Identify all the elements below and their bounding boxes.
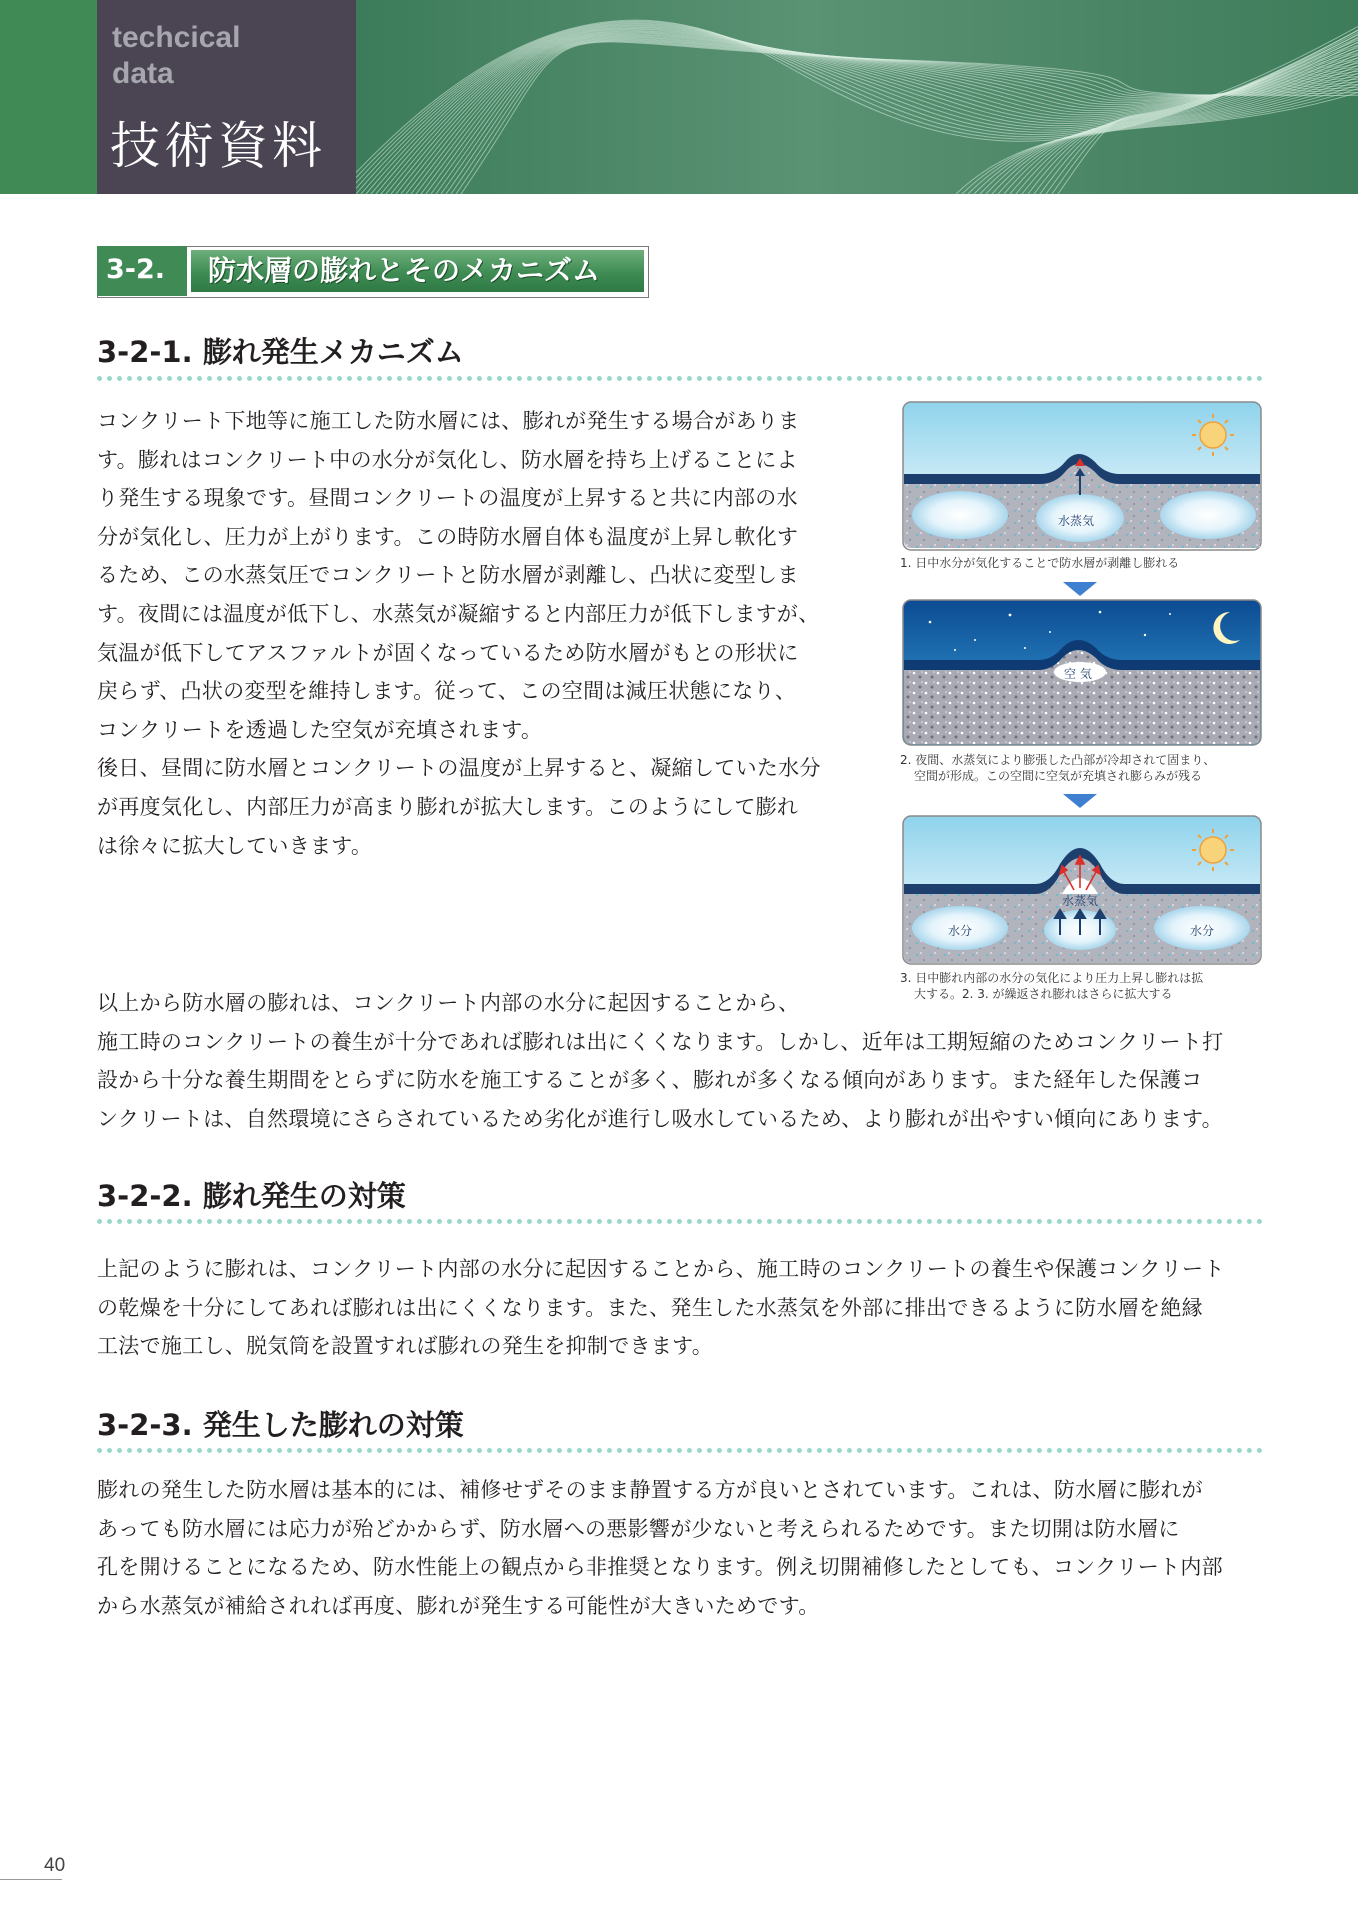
down-arrow-icon (1063, 582, 1097, 596)
mechanism-conclusion-paragraph (97, 984, 1223, 1138)
dotted-rule (97, 1219, 1263, 1224)
paragraph-line: 施工時のコンクリートの養生が十分であれば膨れは出にくくなります。しかし、近年は工期短縮のためコンクリート打 (97, 1029, 1224, 1054)
prevention-paragraph (97, 1250, 1225, 1366)
blister-diagram-graphic (900, 400, 1264, 1000)
paragraph-line: 後日、昼間に防水層とコンクリートの温度が上昇すると、凝縮していた水分 (97, 756, 821, 781)
paragraph-line: あっても防水層には応力が殆どかからず、防水層への悪影響が少ないと考えられるためです。また切開は防水層に (97, 1516, 1180, 1541)
diagram-caption-2-line1: 2. 夜間、水蒸気により膨張した凸部が冷却されて固まり、 (900, 753, 1216, 767)
subsection-heading-mechanism: 3-2-1. 膨れ発生メカニズム (97, 335, 464, 369)
paragraph-line: の乾燥を十分にしてあれば膨れは出にくくなります。また、発生した水蒸気を外部に排出できるように防水層を絶縁 (97, 1295, 1203, 1320)
wave-pattern-graphic (356, 0, 1358, 194)
diagram-caption-2-line2: 空間が形成。この空間に空気が充填され膨らみが残る (914, 769, 1203, 783)
paragraph-line: 以上から防水層の膨れは、コンクリート内部の水分に起因することから、 (97, 991, 800, 1015)
header-title-japanese: 技術資料 (110, 117, 326, 175)
header-label-english: techcical data (112, 21, 241, 90)
paragraph-line: 戻らず、凸状の変型を維持します。従って、この空間は減圧状態になり、 (97, 679, 797, 704)
section-title: 防水層の膨れとそのメカニズム (208, 254, 601, 287)
page-number-rule (0, 1879, 62, 1880)
paragraph-line: 設から十分な養生期間をとらずに防水を施工することが多く、膨れが多くなる傾向があります。また経年した保護コ (97, 1068, 1203, 1093)
paragraph-line: り発生する現象です。昼間コンクリートの温度が上昇すると共に内部の水 (97, 486, 798, 511)
down-arrow-icon (1063, 794, 1097, 808)
paragraph-line: 膨れの発生した防水層は基本的には、補修せずそのまま静置する方が良いとされています。これは、防水層に膨れが (97, 1478, 1203, 1502)
paragraph-line: るため、この水蒸気圧でコンクリートと防水層が剥離し、凸状に変型しま (97, 563, 799, 588)
mechanism-paragraph (97, 402, 821, 865)
vapor-label: 水蒸気 (1058, 514, 1095, 528)
dotted-rule (97, 376, 1263, 381)
paragraph-line: 分が気化し、圧力が上がります。この時防水層自体も温度が上昇し軟化す (97, 524, 799, 549)
header-pattern-banner (356, 0, 1358, 194)
paragraph-line: 工法で施工し、脱気筒を設置すれば膨れの発生を抑制できます。 (97, 1334, 714, 1359)
paragraph-line: す。膨れはコンクリート中の水分が気化し、防水層を持ち上げることによ (97, 447, 798, 472)
paragraph-line: 気温が低下してアスファルトが固くなっているため防水層がもとの形状に (97, 640, 799, 665)
paragraph-line: は徐々に拡大していきます。 (97, 833, 373, 858)
paragraph-line: す。夜間には温度が低下し、水蒸気が凝縮すると内部圧力が低下しますが、 (97, 601, 820, 626)
moisture-label-left: 水分 (948, 924, 973, 938)
remedy-paragraph (97, 1471, 1223, 1625)
paragraph-line: 上記のように膨れは、コンクリート内部の水分に起因することから、施工時のコンクリートの養生や保護コンクリート (97, 1257, 1225, 1281)
air-label: 空 気 (1064, 667, 1092, 681)
paragraph-line: コンクリート下地等に施工した防水層には、膨れが発生する場合がありま (97, 409, 800, 433)
section-number: 3-2. (106, 254, 166, 285)
diagram-caption-3-line1: 3. 日中膨れ内部の水分の気化により圧力上昇し膨れは拡 (900, 971, 1204, 985)
dotted-rule (97, 1448, 1263, 1453)
diagram-panel-day-expansion (903, 816, 1261, 964)
paragraph-line: が再度気化し、内部圧力が高まり膨れが拡大します。このようにして膨れ (97, 794, 799, 819)
blister-mechanism-diagram (900, 400, 1264, 1000)
paragraph-line: から水蒸気が補給されれば再度、膨れが発生する可能性が大きいためです。 (97, 1593, 820, 1618)
paragraph-line: ンクリートは、自然環境にさらされているため劣化が進行し吸水しているため、より膨れが出やすい傾向にあります。 (97, 1106, 1223, 1131)
page-number: 40 (44, 1855, 66, 1876)
diagram-caption-3-line2: 大する。2. 3. が繰返され膨れはさらに拡大する (914, 987, 1173, 1001)
header-accent-strip (0, 0, 97, 194)
vapor-label: 水蒸気 (1062, 894, 1099, 908)
paragraph-line: 孔を開けることになるため、防水性能上の観点から非推奨となります。例え切開補修したとしても、コンクリート内部 (97, 1555, 1223, 1580)
subsection-heading-prevention: 3-2-2. 膨れ発生の対策 (97, 1179, 406, 1213)
paragraph-line: コンクリートを透過した空気が充填されます。 (97, 717, 543, 742)
diagram-caption-1: 1. 日中水分が気化することで防水層が剥離し膨れる (900, 556, 1180, 570)
subsection-heading-remedy: 3-2-3. 発生した膨れの対策 (97, 1408, 464, 1442)
moisture-label-right: 水分 (1190, 924, 1215, 938)
